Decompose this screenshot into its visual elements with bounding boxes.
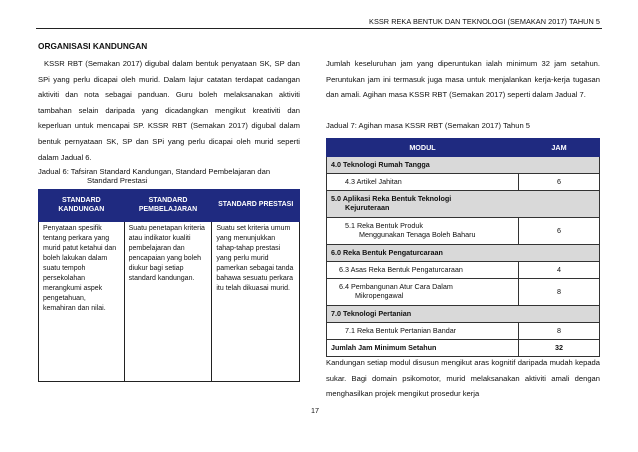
total-row [327, 340, 600, 357]
submodule-hours: 8 [519, 323, 600, 340]
submodule-hours: 4 [519, 262, 600, 279]
module-group-row [327, 245, 600, 262]
table-row [327, 218, 600, 245]
module-group-row [327, 157, 600, 174]
submodule-label-line1: 5.1 Reka Bentuk Produk [345, 221, 423, 231]
module-title: 7.0 Teknologi Pertanian [327, 306, 600, 323]
total-label: Jumlah Jam Minimum Setahun [327, 340, 519, 357]
header-standard-prestasi: STANDARD PRESTASI [212, 190, 300, 222]
table6-caption-line1: Jadual 6: Tafsiran Standard Kandungan, Standard Pembelajaran dan [38, 167, 271, 176]
submodule-hours: 8 [519, 279, 600, 306]
submodule-label [327, 218, 519, 245]
submodule-label: 6.3 Asas Reka Bentuk Pengaturcaraan [327, 262, 519, 279]
cell-standard-prestasi: Suatu set kriteria umum yang menunjukkan tahap-tahap prestasi yang perlu murid pamerkan sebagai tanda bahawa sesuatu perkara itu telah dikuasai murid. [212, 222, 300, 382]
standards-table [38, 189, 300, 382]
submodule-label-line2: Mikropengawal [355, 291, 404, 300]
submodule-label: 7.1 Reka Bentuk Pertanian Bandar [327, 323, 519, 340]
header-divider [36, 28, 602, 29]
table-row [39, 222, 300, 382]
cell-standard-kandungan: Penyataan spesifik tentang perkara yang murid patut ketahui dan boleh lakukan dalam suatu tempoh persekolahan merangkumi aspek pengetahuan, kemahiran dan nilai. [39, 222, 125, 382]
section-title: ORGANISASI KANDUNGAN [38, 41, 148, 51]
table-row [327, 279, 600, 306]
header-standard-pembelajaran: STANDARD PEMBELAJARAN [124, 190, 212, 222]
header-modul: MODUL [327, 139, 519, 157]
submodule-label-line1: 6.4 Pembangunan Atur Cara Dalam [339, 282, 453, 292]
hours-paragraph: Jumlah keseluruhan jam yang diperuntukan ialah minimum 32 jam setahun. Peruntukan jam ini termasuk juga masa untuk menjalankan kerja-kerja tugasan dan amali. Agihan masa KSSR RBT (Semakan 2017) seperti dalam Jadual 7. [326, 59, 600, 100]
table7-caption: Jadual 7: Agihan masa KSSR RBT (Semakan 2017) Tahun 5 [326, 121, 531, 130]
table-header-row [327, 139, 600, 157]
table-row [327, 323, 600, 340]
table-row [327, 174, 600, 191]
total-hours: 32 [519, 340, 600, 357]
intro-paragraph: KSSR RBT (Semakan 2017) digubal dalam bentuk penyataan SK, SP dan SPi yang perlu dicapai oleh murid. Dalam lajur catatan terdapat cadangan aktiviti dan nota sebagai panduan. Guru boleh melaksanakan aktiviti tambahan selain daripada yang dicadangkan mengikut kreativiti dan keperluan untuk mencapai SP. KSSR RBT (Semakan 2017) digubal dalam bentuk pernyataan SK, SP dan SPi yang perlu dicapai oleh murid seperti dalam Jadual 6. [38, 59, 300, 162]
table-row [327, 262, 600, 279]
page-number: 17 [311, 406, 319, 415]
module-group-row [327, 306, 600, 323]
module-title: 6.0 Reka Bentuk Pengaturcaraan [327, 245, 600, 262]
table-header-row [39, 190, 300, 222]
time-allocation-table [326, 138, 600, 357]
submodule-hours: 6 [519, 218, 600, 245]
cell-standard-pembelajaran: Suatu penetapan kriteria atau indikator kualiti pembelajaran dan pencapaian yang boleh diukur bagi setiap standard kandungan. [124, 222, 212, 382]
running-header: KSSR REKA BENTUK DAN TEKNOLOGI (SEMAKAN 2017) TAHUN 5 [369, 17, 600, 26]
module-title-line1: 5.0 Aplikasi Reka Bentuk Teknologi [331, 194, 452, 204]
table6-caption-line2: Standard Prestasi [87, 176, 148, 185]
header-jam: JAM [519, 139, 600, 157]
table6-caption [38, 167, 302, 185]
submodule-hours: 6 [519, 174, 600, 191]
submodule-label: 4.3 Artikel Jahitan [327, 174, 519, 191]
module-title [327, 191, 600, 218]
module-group-row [327, 191, 600, 218]
module-title: 4.0 Teknologi Rumah Tangga [327, 157, 600, 174]
module-paragraph: Kandungan setiap modul disusun mengikut aras kognitif daripada mudah kepada sukar. Bagi domain psikomotor, murid melaksanakan aktiviti amali dengan menghasilkan projek mengikut prosedur kerja [326, 358, 600, 399]
submodule-label-line2: Menggunakan Tenaga Boleh Baharu [359, 230, 476, 239]
submodule-label [327, 279, 519, 306]
module-title-line2: Kejuruteraan [345, 203, 390, 212]
header-standard-kandungan: STANDARD KANDUNGAN [39, 190, 125, 222]
